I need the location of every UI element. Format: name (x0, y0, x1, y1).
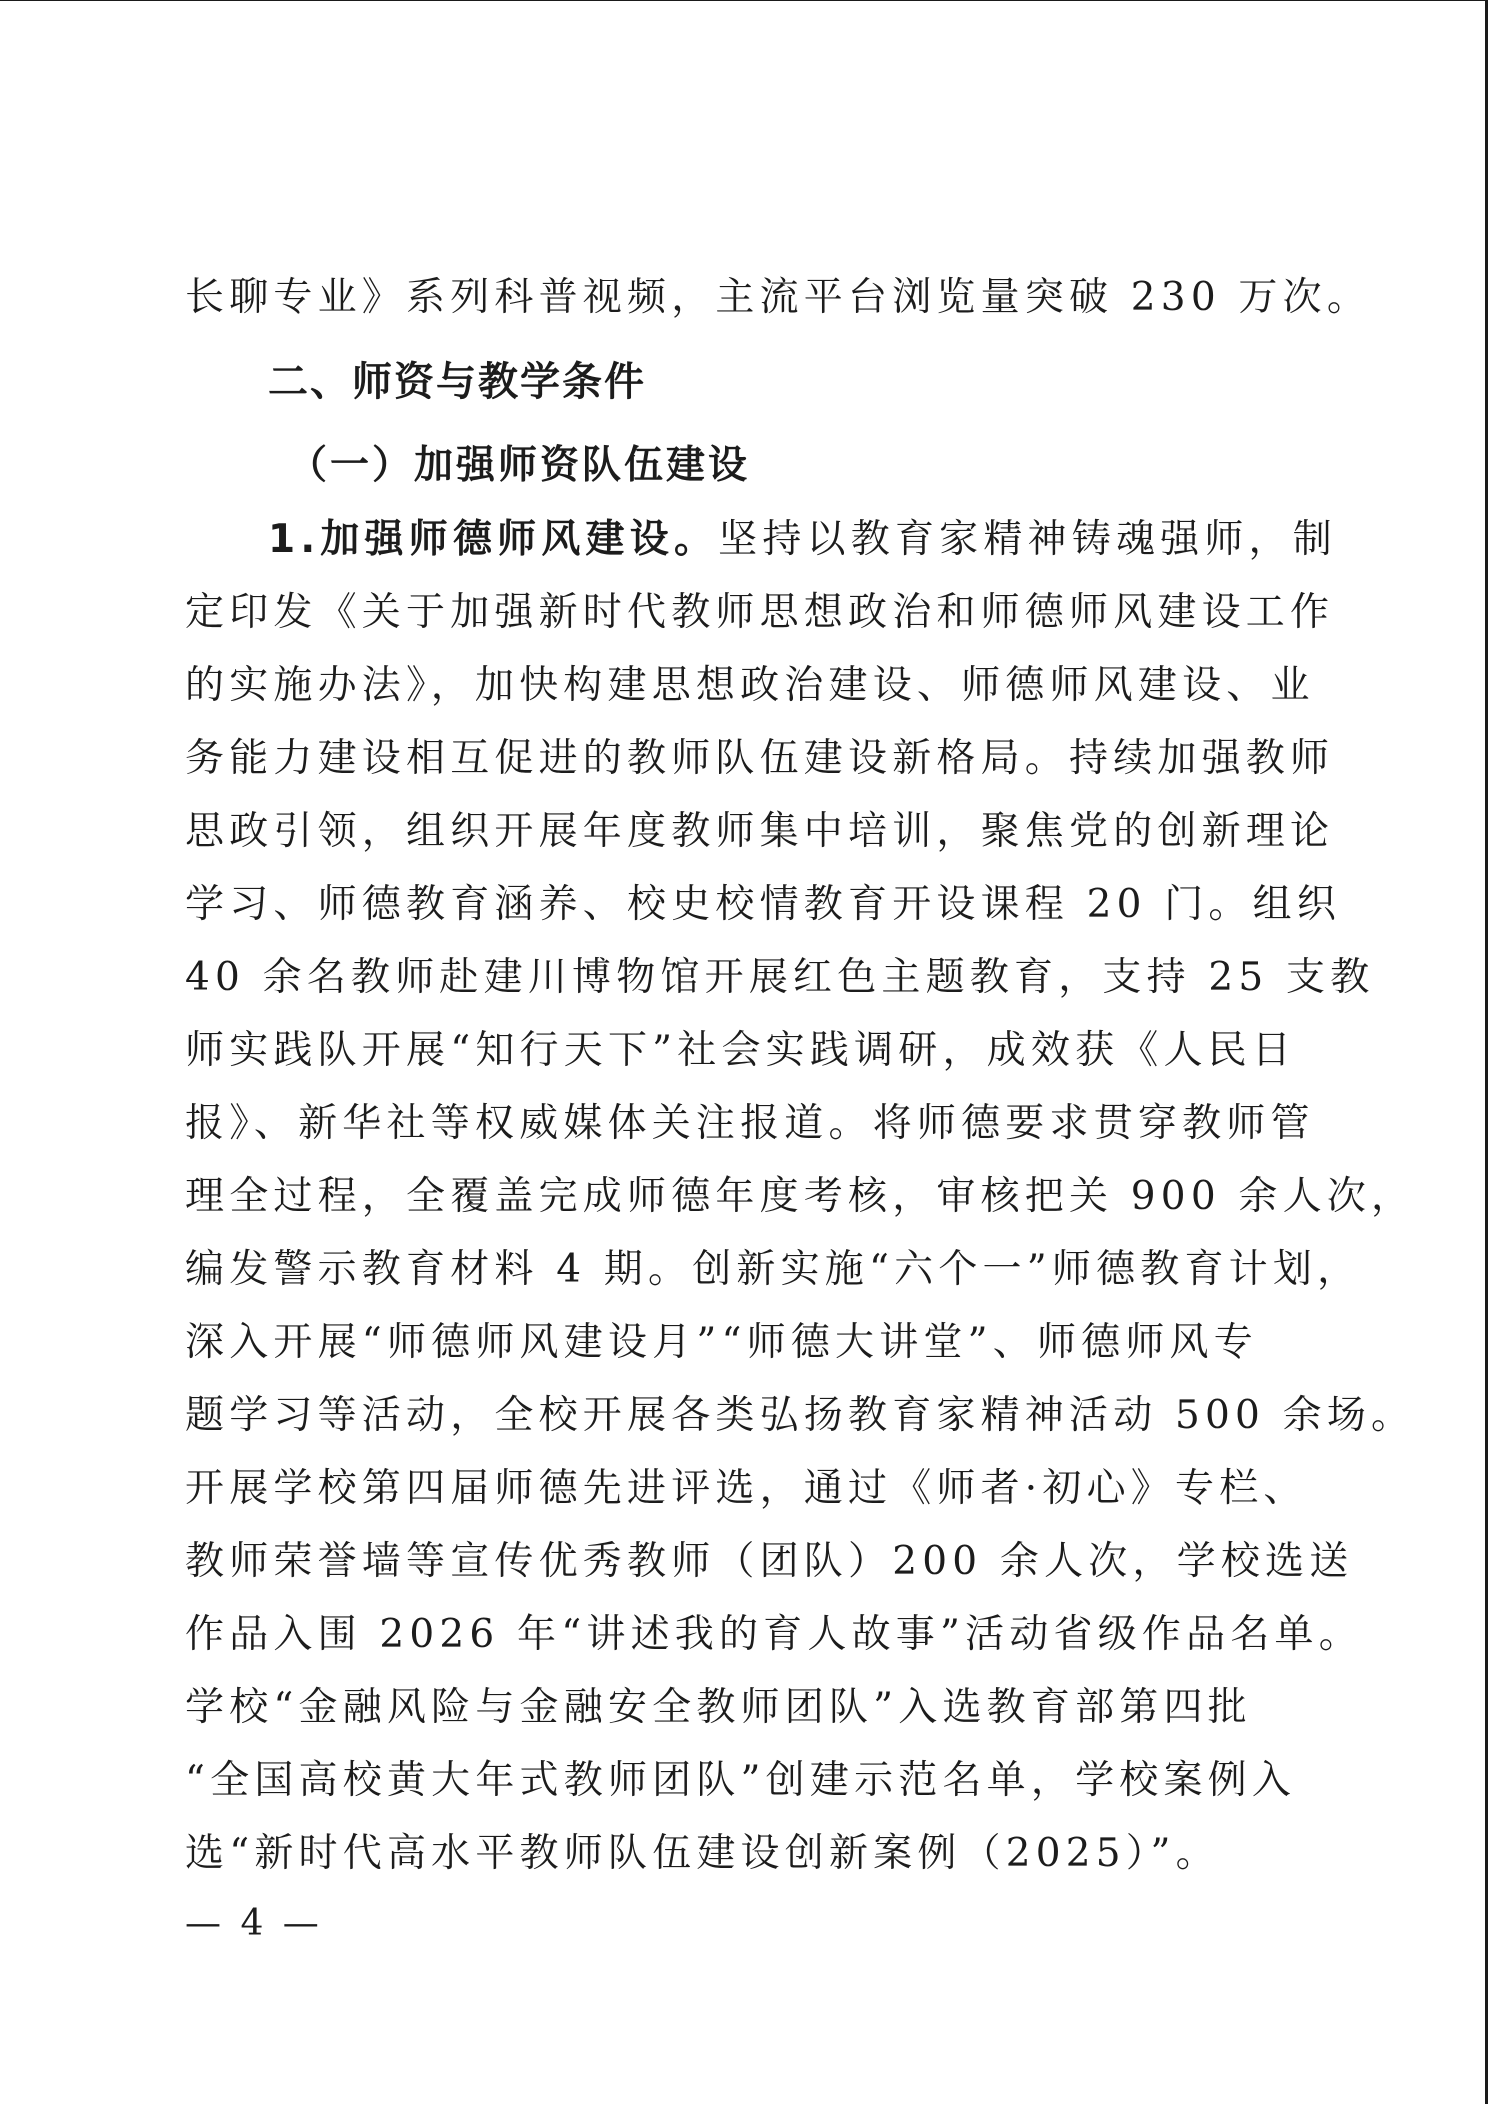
paragraph-line: 理全过程，全覆盖完成师德年度考核，审核把关 900 余人次， (185, 1174, 1416, 1219)
paragraph-first-line (0, 515, 1488, 565)
subsection-heading: （一）加强师资队伍建设 (288, 443, 751, 488)
paragraph-line: 学校“金融风险与金融安全教师团队”入选教育部第四批 (185, 1685, 1252, 1730)
paragraph-line: 报》、新华社等权威媒体关注报道。将师德要求贯穿教师管 (185, 1101, 1315, 1146)
paragraph-line: 思政引领，组织开展年度教师集中培训，聚焦党的创新理论 (185, 809, 1335, 854)
paragraph-line: 学习、师德教育涵养、校史校情教育开设课程 20 门。组织 (185, 882, 1342, 927)
paragraph-line: “全国高校黄大年式教师团队”创建示范名单，学校案例入 (185, 1758, 1297, 1803)
item-lead: 1.加强师德师风建设。 (268, 517, 719, 562)
paragraph-line: 编发警示教育材料 4 期。创新实施“六个一”师德教育计划， (185, 1247, 1362, 1292)
paragraph-line: 40 余名教师赴建川博物馆开展红色主题教育，支持 25 支教 (185, 955, 1375, 1000)
paragraph-line: 深入开展“师德师风建设月”“师德大讲堂”、师德师风专 (185, 1320, 1258, 1365)
paragraph-line: 开展学校第四届师德先进评选，通过《师者·初心》专栏、 (185, 1466, 1308, 1511)
continuation-line: 长聊专业》系列科普视频，主流平台浏览量突破 230 万次。 (185, 275, 1372, 320)
paragraph-line: 教师荣誉墙等宣传优秀教师（团队）200 余人次，学校选送 (185, 1539, 1354, 1584)
section-heading: 二、师资与教学条件 (268, 359, 646, 405)
paragraph-line: 坚持以教育家精神铸魂强师，制 (718, 517, 1337, 562)
paragraph-line: 定印发《关于加强新时代教师思想政治和师德师风建设工作 (185, 590, 1335, 635)
paragraph-line: 选“新时代高水平教师队伍建设创新案例（2025）”。 (185, 1831, 1220, 1876)
paragraph-line: 务能力建设相互促进的教师队伍建设新格局。持续加强教师 (185, 736, 1335, 781)
page-number: — 4 — (185, 1903, 323, 1944)
paragraph-line: 题学习等活动，全校开展各类弘扬教育家精神活动 500 余场。 (185, 1393, 1416, 1438)
paragraph-line: 师实践队开展“知行天下”社会实践调研，成效获《人民日 (185, 1028, 1297, 1073)
top-border (0, 0, 1488, 1)
paragraph-line: 的实施办法》，加快构建思想政治建设、师德师风建设、业 (185, 663, 1315, 708)
paragraph-line: 作品入围 2026 年“讲述我的育人故事”活动省级作品名单。 (185, 1612, 1363, 1657)
